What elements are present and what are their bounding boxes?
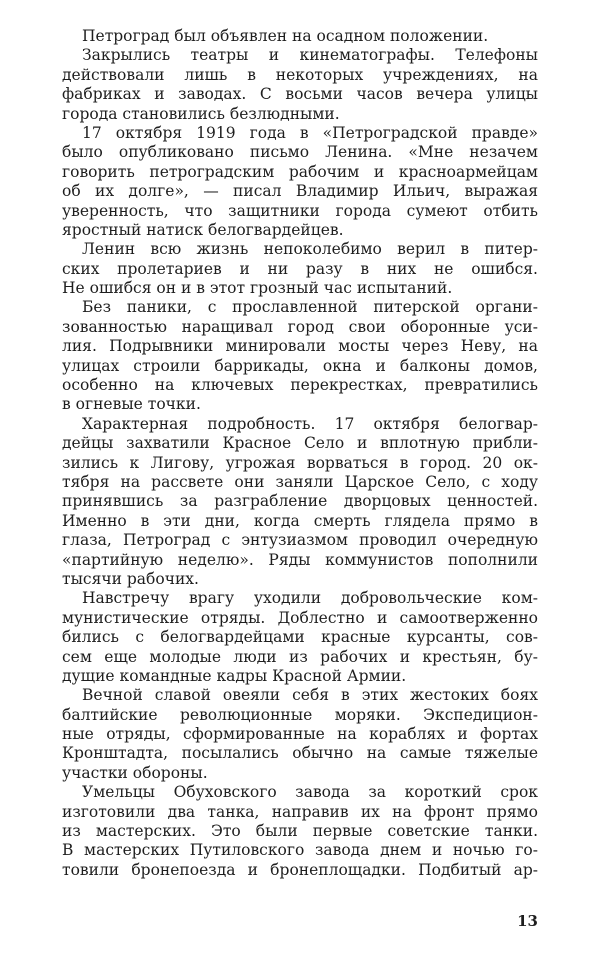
paragraph xyxy=(62,46,538,124)
text-line: дущие командные кадры Красной Армии. xyxy=(62,666,407,685)
paragraph xyxy=(62,783,538,880)
text-line: мунистические отряды. Доблестно и самоотверженно xyxy=(62,608,538,627)
text-line: В мастерских Путиловского завода днем и ночью го- xyxy=(62,841,538,860)
text-line: было опубликовано письмо Ленина. «Мне незачем xyxy=(62,143,538,162)
text-line: глаза, Петроград с энтузиазмом проводил очередную xyxy=(62,531,538,550)
text-line: Вечной славой овеяли себя в этих жестоких боях xyxy=(82,686,538,705)
paragraph xyxy=(62,589,538,686)
paragraph xyxy=(62,298,538,414)
paragraph xyxy=(62,124,538,240)
text-line: Ленин всю жизнь непоколебимо верил в питер- xyxy=(82,240,538,259)
text-line: ских пролетариев и ни разу в них не ошибся. xyxy=(62,259,538,278)
book-page-text xyxy=(62,27,538,880)
text-line: улицах строили баррикады, окна и балконы домов, xyxy=(62,356,538,375)
paragraph xyxy=(62,240,538,298)
text-line: Без паники, с прославленной питерской органи- xyxy=(82,298,538,317)
text-line: тысячи рабочих. xyxy=(62,569,199,588)
text-line: зились к Лигову, угрожая ворваться в город. 20 ок- xyxy=(62,453,538,472)
text-line: из мастерских. Это были первые советские танки. xyxy=(62,822,538,841)
text-line: уверенность, что защитники города сумеют отбить xyxy=(62,201,538,220)
text-line: Петроград был объявлен на осадном положении. xyxy=(82,27,489,45)
text-line: действовали лишь в некоторых учреждениях, на xyxy=(62,65,538,84)
text-line: товили бронепоезда и бронеплощадки. Подбитый ар- xyxy=(62,860,538,879)
text-line: Навстречу врагу уходили добровольческие ком- xyxy=(82,589,538,608)
text-line: Кронштадта, посылались обычно на самые тяжелые xyxy=(62,744,538,763)
paragraph xyxy=(62,415,538,590)
text-line: зованностью наращивал город свои оборонные уси- xyxy=(62,317,538,336)
text-line: принявшись за разграбление дворцовых ценностей. xyxy=(62,492,538,511)
text-line: Именно в эти дни, когда смерть глядела прямо в xyxy=(62,511,538,530)
text-line: города становились безлюдными. xyxy=(62,104,340,123)
text-line: балтийские революционные моряки. Экспедицион- xyxy=(62,705,538,724)
text-line: об их долге», — писал Владимир Ильич, выражая xyxy=(62,182,538,201)
text-line: яростный натиск белогвардейцев. xyxy=(62,220,344,239)
text-line: Не ошибся он и в этот грозный час испытаний. xyxy=(62,279,453,298)
text-line: особенно на ключевых перекрестках, превратились xyxy=(62,376,538,395)
text-line: Характерная подробность. 17 октября белогвар- xyxy=(82,414,538,433)
text-line: лия. Подрывники минировали мосты через Неву, на xyxy=(62,337,538,356)
text-line: ные отряды, сформированные на кораблях и фортах xyxy=(62,725,538,744)
paragraph xyxy=(62,686,538,783)
text-line: 17 октября 1919 года в «Петроградской правде» xyxy=(82,123,538,142)
text-line: изготовили два танка, направив их на фронт прямо xyxy=(62,802,538,821)
text-line: бились с белогвардейцами красные курсанты, сов- xyxy=(62,628,538,647)
text-line: говорить петроградским рабочим и красноармейцам xyxy=(62,162,538,181)
text-line: «партийную неделю». Ряды коммунистов пополнили xyxy=(62,550,538,569)
text-line: участки обороны. xyxy=(62,763,208,782)
text-line: Умельцы Обуховского завода за короткий срок xyxy=(82,783,538,802)
text-line: в огневые точки. xyxy=(62,395,201,414)
text-line: дейцы захватили Красное Село и вплотную прибли- xyxy=(62,434,538,453)
page-number: 13 xyxy=(517,912,538,930)
paragraph xyxy=(62,27,538,46)
text-line: сем еще молодые люди из рабочих и крестьян, бу- xyxy=(62,647,538,666)
text-line: Закрылись театры и кинематографы. Телефоны xyxy=(82,46,538,65)
text-line: тября на рассвете они заняли Царское Село, с ходу xyxy=(62,472,538,491)
text-line: фабриках и заводах. С восьми часов вечера улицы xyxy=(62,85,538,104)
